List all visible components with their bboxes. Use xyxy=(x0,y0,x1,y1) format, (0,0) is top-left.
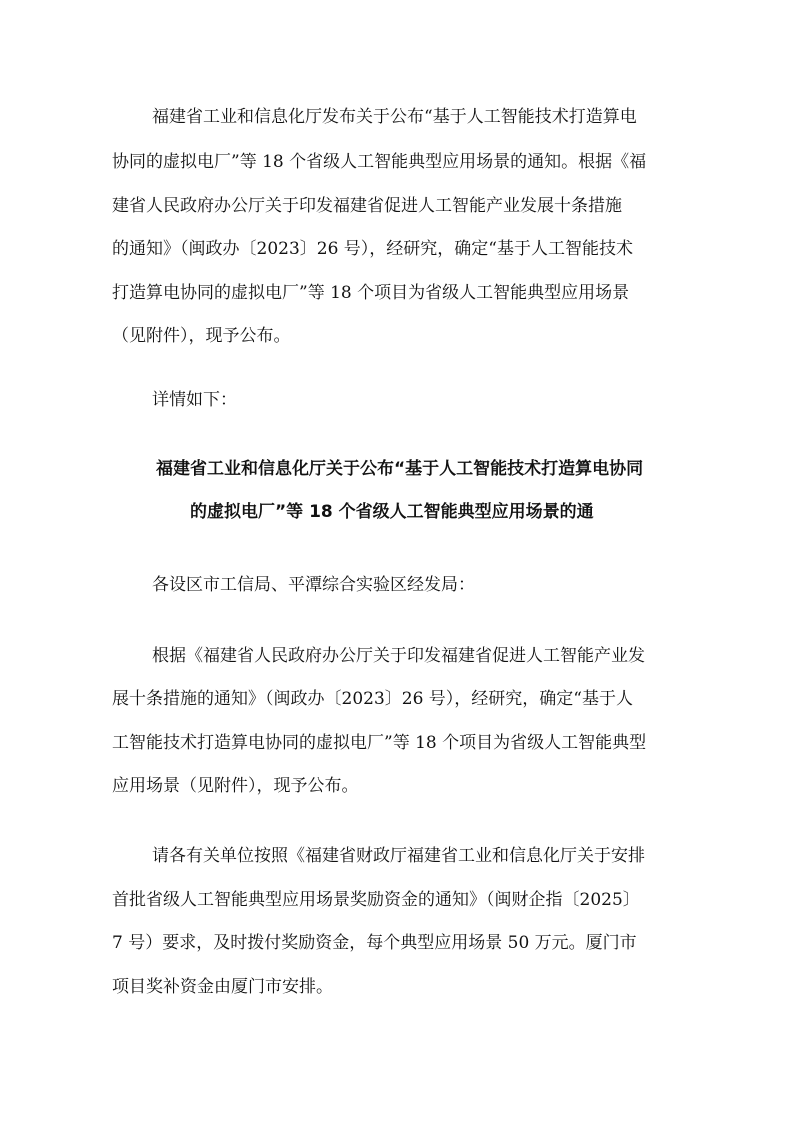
details-label: 详情如下： xyxy=(152,390,237,410)
intro-line: 福建省工业和信息化厅发布关于公布“基于人工智能技术打造算电 xyxy=(152,107,637,127)
paragraph-line: 展十条措施的通知》（闽政办〔2023〕26 号），经研究，确定“基于人 xyxy=(112,689,633,709)
notice-title-line: 的虚拟电厂”等 18 个省级人工智能典型应用场景的通 xyxy=(190,502,594,522)
paragraph-line: 项目奖补资金由厦门市安排。 xyxy=(112,977,333,997)
paragraph-line: 7 号）要求，及时拨付奖励资金，每个典型应用场景 50 万元。厦门市 xyxy=(112,933,637,953)
paragraph-line: 应用场景（见附件），现予公布。 xyxy=(112,776,359,796)
recipients: 各设区市工信局、平潭综合实验区经发局： xyxy=(152,575,475,595)
intro-line: （见附件），现予公布。 xyxy=(112,326,291,346)
paragraph-line: 首批省级人工智能典型应用场景奖励资金的通知》（闽财企指〔2025〕 xyxy=(112,890,640,910)
intro-line: 建省人民政府办公厅关于印发福建省促进人工智能产业发展十条措施 xyxy=(112,196,622,216)
intro-line: 协同的虚拟电厂”等 18 个省级人工智能典型应用场景的通知。根据《福 xyxy=(112,152,647,172)
paragraph-line: 根据《福建省人民政府办公厅关于印发福建省促进人工智能产业发 xyxy=(152,646,645,666)
paragraph-line: 工智能技术打造算电协同的虚拟电厂”等 18 个项目为省级人工智能典型 xyxy=(112,733,647,753)
intro-line: 打造算电协同的虚拟电厂”等 18 个项目为省级人工智能典型应用场景 xyxy=(112,283,630,303)
paragraph-line: 请各有关单位按照《福建省财政厅福建省工业和信息化厅关于安排 xyxy=(152,846,645,866)
notice-title-line: 福建省工业和信息化厅关于公布“基于人工智能技术打造算电协同 xyxy=(156,459,644,479)
intro-line: 的通知》（闽政办〔2023〕26 号），经研究，确定“基于人工智能技术 xyxy=(112,239,633,259)
